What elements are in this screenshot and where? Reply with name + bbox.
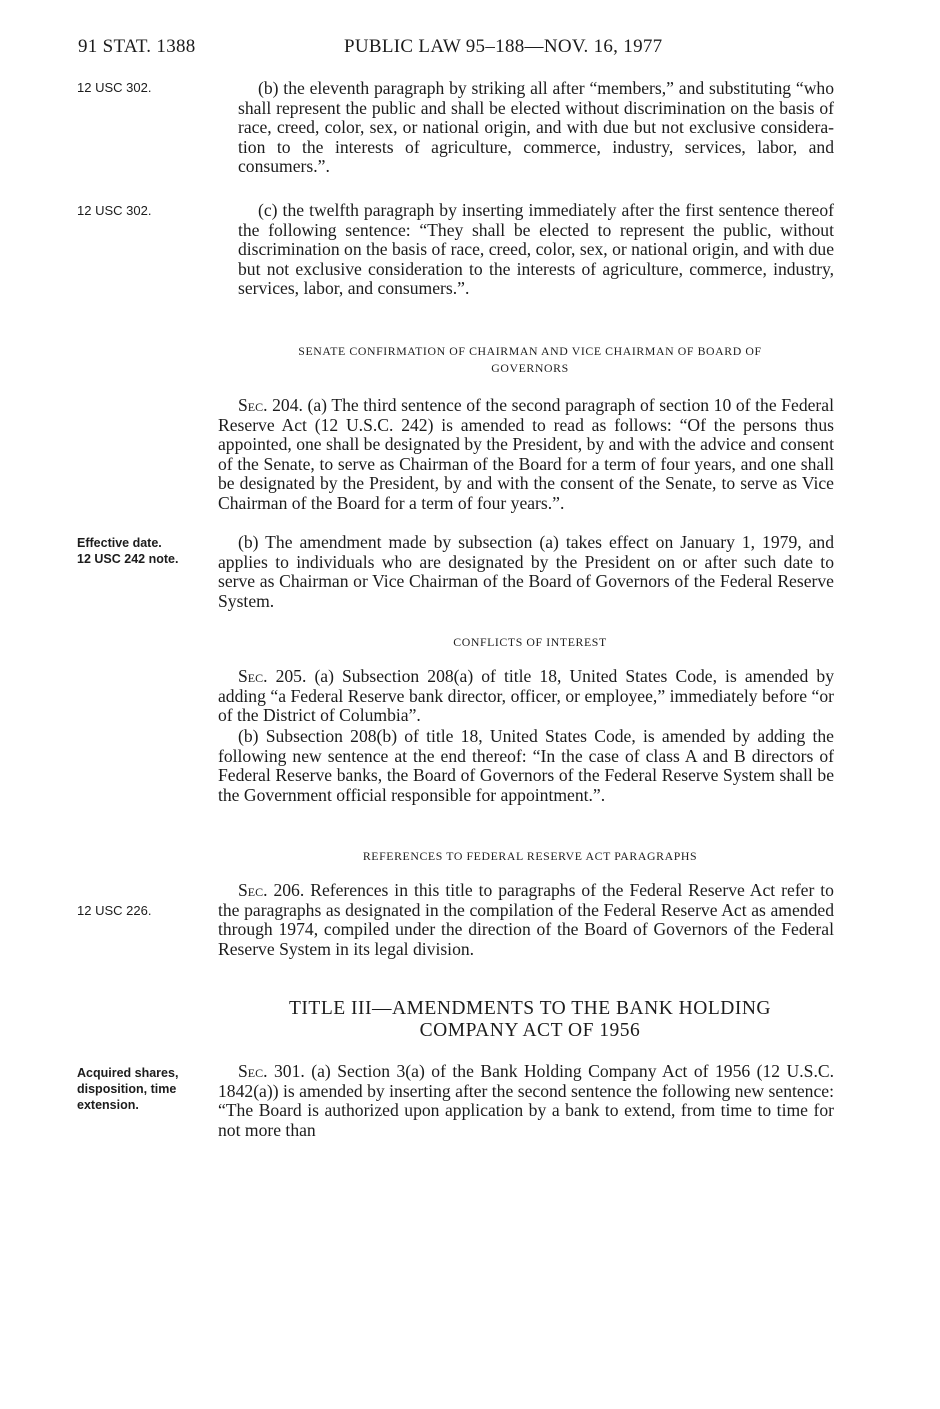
section-label: Sec. 204.	[238, 395, 303, 415]
margin-note-usc-b: 12 USC 302.	[77, 80, 152, 95]
margin-note-line: extension.	[77, 1098, 139, 1112]
section-205b: (b) Subsection 208(b) of title 18, United States Code, is amended by adding the following new sentence at the end thereof: “In the case of class A and B directors of Federal Reserve banks, the Board of Governors of the Federal Reserve System shall be the Government official responsible for appointment.”.	[218, 726, 834, 805]
page-running-head: PUBLIC LAW 95–188—NOV. 16, 1977	[344, 36, 663, 57]
margin-note-line: Acquired shares,	[77, 1066, 179, 1080]
page-stat-citation: 91 STAT. 1388	[78, 36, 196, 57]
title-line: COMPANY ACT OF 1956	[419, 1020, 641, 1041]
paragraph-b: (b) the eleventh paragraph by striking all after “members,” and substituting “who shall represent the public and shall be elected without discrimination on the basis of race, creed, color, sex, or national origin, and with due but not exclusive consideration to the interests of agriculture, commerce, industry, services, labor, and consumers.”.	[238, 78, 834, 177]
section-text: References in this title to paragraphs of the Federal Reserve Act refer to the paragraphs as designated in the compilation of the Federal Reserve Act as amended through 1974, compiled under the direction of the Board of Governors of the Federal Reserve System in its legal division.	[218, 880, 834, 959]
section-206	[218, 881, 834, 959]
margin-note-usc-c: 12 USC 302.	[77, 203, 152, 218]
title-iii-heading	[200, 998, 860, 1042]
margin-note-line: disposition, time	[77, 1082, 177, 1096]
section-heading-206: REFERENCES TO FEDERAL RESERVE ACT PARAGRAPHS	[362, 849, 698, 863]
section-text: (a) Section 3(a) of the Bank Holding Company Act of 1956 (12 U.S.C. 1842(a)) is amended by inserting after the second sentence the following new sentence: “The Board is authorized upon application by a bank to extend, from time to time for not more than	[218, 1061, 834, 1140]
section-204b: (b) The amendment made by subsection (a) takes effect on January 1, 1979, and applies to individuals who are designated by the President on or after such date to serve as Chairman or Vice Chairman of the Board of Governors of the Federal Reserve System.	[218, 532, 834, 611]
margin-note-line: Effective date.	[77, 536, 162, 550]
section-204a	[218, 396, 834, 514]
title-line: TITLE III—AMENDMENTS TO THE BANK HOLDING	[289, 998, 771, 1019]
margin-note-acquired-shares	[77, 1065, 207, 1113]
section-heading-205: CONFLICTS OF INTEREST	[453, 635, 607, 649]
margin-note-line: 12 USC 242 note.	[77, 552, 179, 566]
heading-line: SENATE CONFIRMATION OF CHAIRMAN AND VICE CHAIRMAN OF BOARD OF	[298, 344, 762, 358]
heading-line: GOVERNORS	[491, 361, 569, 375]
section-301a	[218, 1062, 834, 1140]
margin-note-usc-206: 12 USC 226.	[77, 903, 152, 918]
section-heading-204	[200, 343, 860, 377]
paragraph-c: (c) the twelfth paragraph by inserting immediately after the first sentence thereof the following sentence: “They shall be elected to represent the public, without discrimination on the basis of race, creed, color, sex, or national origin, and with due but not exclusive consideration to the interests of agriculture, commerce, industry, services, labor, and consumers.”.	[238, 200, 834, 299]
section-text: (a) The third sentence of the second paragraph of section 10 of the Federal Reserve Act (12 U.S.C. 242) is amended to read as follows: “Of the persons thus appointed, one shall be designated by the President, by and with the advice and consent of the Senate, to serve as Chairman of the Board for a term of four years, and one shall be designated by the President, by and with the consent of the Senate, to serve as Vice Chairman of the Board for a term of four years.”.	[218, 395, 834, 513]
section-label: Sec. 206.	[238, 880, 305, 900]
section-205a	[218, 667, 834, 726]
section-label: Sec. 205.	[238, 666, 307, 686]
section-text: (a) Subsection 208(a) of title 18, United States Code, is amended by adding “a Federal Reserve bank director, officer, or employee,” immediately before “or of the District of Columbia”.	[218, 666, 834, 726]
section-label: Sec. 301.	[238, 1061, 305, 1081]
margin-note-effective-date	[77, 535, 207, 567]
